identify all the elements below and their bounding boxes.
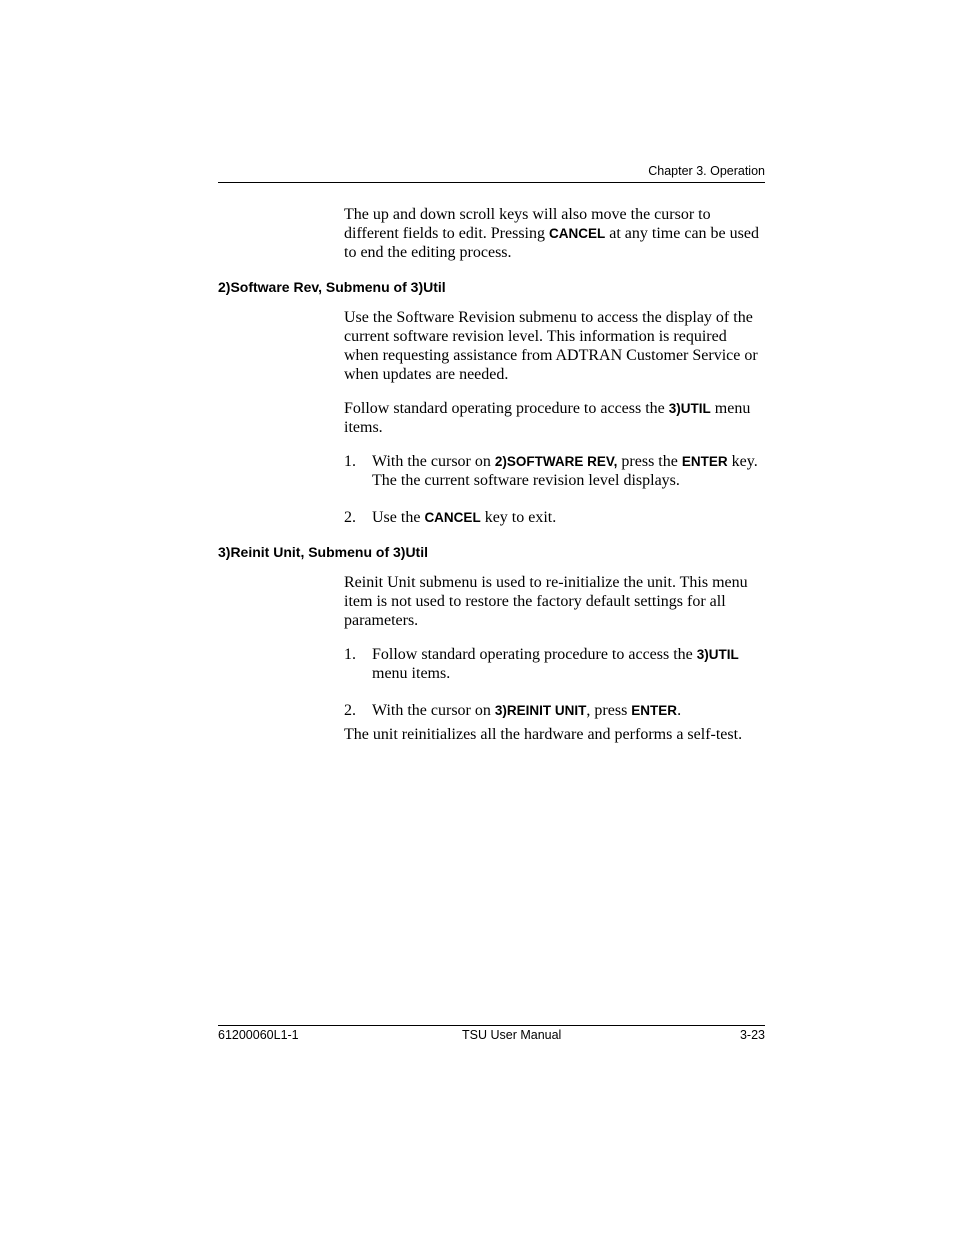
step-text: key to exit.	[480, 509, 557, 526]
step-body	[372, 508, 769, 527]
step-number: 2.	[344, 702, 356, 719]
cancel-key-label: CANCEL	[549, 226, 606, 241]
step-text: menu items.	[372, 665, 451, 682]
step-number: 1.	[344, 453, 356, 470]
step-text: With the cursor on	[372, 702, 495, 719]
step-text: Use the	[372, 509, 425, 526]
util-key-label: 3)UTIL	[696, 647, 739, 662]
step-number: 1.	[344, 646, 356, 663]
step-body	[372, 701, 769, 720]
cancel-key-label: CANCEL	[424, 510, 481, 525]
step-text: , press	[586, 702, 632, 719]
intro-paragraph	[344, 205, 764, 262]
section-heading-software-rev: 2)Software Rev, Submenu of 3)Util	[218, 279, 446, 295]
software-rev-description: Use the Software Revision submenu to access the display of the current software revision level. This information is required when requesting assistance from ADTRAN Customer Service or when updates are needed.	[344, 309, 758, 383]
header-rule	[218, 182, 765, 183]
reinit-result-paragraph: The unit reinitializes all the hardware and performs a self-test.	[344, 726, 743, 743]
intro-text-1: The up and down scroll keys will also move the cursor to different fields to edit. Pressing	[344, 206, 711, 242]
step-text: press the	[617, 453, 682, 470]
step-body	[372, 452, 769, 490]
reinit-step-2	[344, 701, 769, 720]
reinit-unit-key-label: 3)REINIT UNIT	[494, 703, 587, 718]
enter-key-label: ENTER	[681, 454, 728, 469]
enter-key-label: ENTER	[631, 703, 678, 718]
software-rev-procedure	[344, 399, 764, 437]
footer-page-number: 3-23	[739, 1028, 765, 1042]
step-text: With the cursor on	[372, 453, 495, 470]
procedure-text-2: menu items.	[344, 400, 751, 436]
procedure-text-1: Follow standard operating procedure to access the	[344, 400, 669, 417]
step-number: 2.	[344, 509, 356, 526]
footer-title: TSU User Manual	[462, 1028, 562, 1042]
util-key-label: 3)UTIL	[668, 401, 711, 416]
step-text: .	[677, 702, 682, 719]
intro-text-2: at any time can be used to end the editing process.	[344, 225, 759, 261]
footer-doc-number: 61200060L1-1	[218, 1028, 299, 1042]
step-text: key. The the current software revision level displays.	[372, 453, 758, 489]
software-rev-step-2	[344, 508, 769, 527]
software-rev-step-1	[344, 452, 769, 490]
section-heading-reinit-unit: 3)Reinit Unit, Submenu of 3)Util	[218, 544, 428, 560]
running-header: Chapter 3. Operation	[648, 164, 765, 178]
step-text: Follow standard operating procedure to access the	[372, 646, 697, 663]
step-body	[372, 645, 769, 683]
footer-rule	[218, 1025, 765, 1026]
reinit-description: Reinit Unit submenu is used to re-initialize the unit. This menu item is not used to restore the factory default settings for all parameters.	[344, 574, 748, 629]
reinit-step-1	[344, 645, 769, 683]
software-rev-key-label: 2)SOFTWARE REV,	[494, 454, 618, 469]
